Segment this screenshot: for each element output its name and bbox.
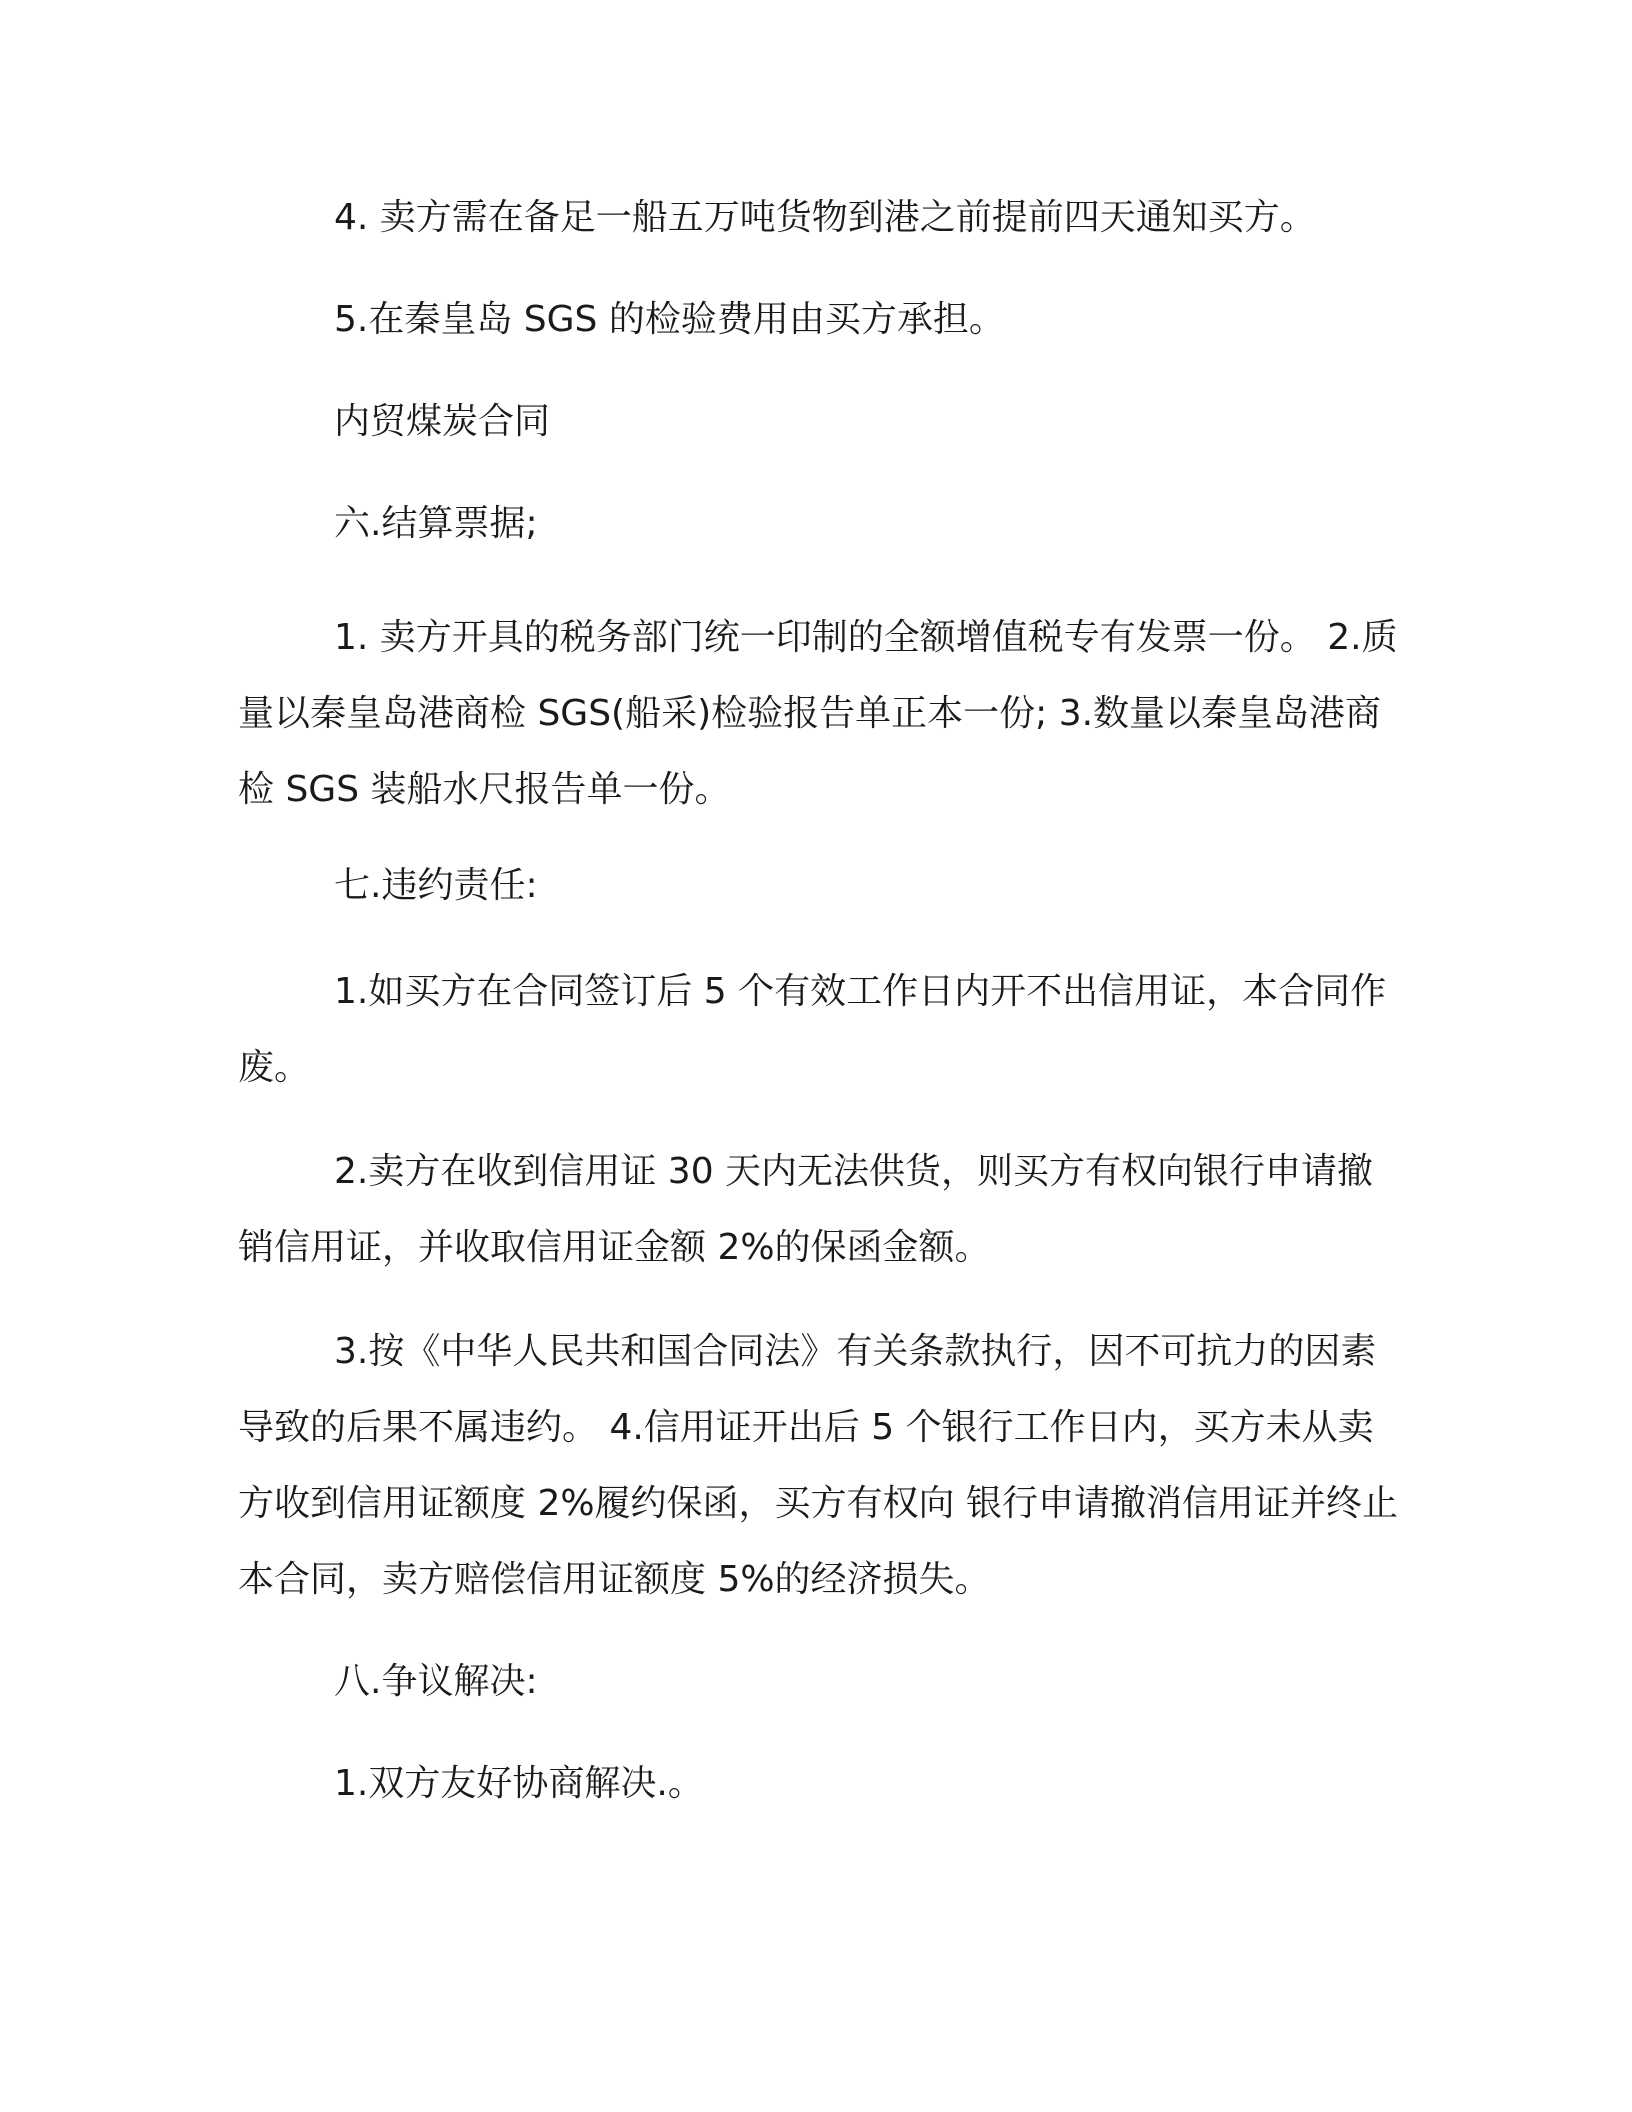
section-heading-settlement: 六.结算票据; xyxy=(334,503,538,544)
section-heading-liability: 七.违约责任: xyxy=(334,865,538,906)
paragraph-liability-3-4: 3.按《中华人民共和国合同法》有关条款执行，因不可抗力的因素导致的后果不属违约。 4.信用证开出后 5 个银行工作日内，买方未从卖方收到信用证额度 2%履约保函，买方有权向 银行申请撤消信用证并终止本合同，卖方赔偿信用证额度 5%的经济损失。 xyxy=(238,1331,1398,1600)
paragraph-dispute-1: 1.双方友好协商解决.。 xyxy=(334,1763,704,1804)
paragraph-liability-2: 2.卖方在收到信用证 30 天内无法供货，则买方有权向银行申请撤销信用证，并收取信用证金额 2%的保函金额。 xyxy=(238,1151,1374,1268)
document-heading: 内贸煤炭合同 xyxy=(334,401,551,442)
paragraph-liability-1: 1.如买方在合同签订后 5 个有效工作日内开不出信用证，本合同作废。 xyxy=(238,971,1387,1088)
paragraph-clause-5: 5.在秦皇岛 SGS 的检验费用由买方承担。 xyxy=(334,299,1005,340)
paragraph-clause-4: 4. 卖方需在备足一船五万吨货物到港之前提前四天通知买方。 xyxy=(334,197,1316,238)
paragraph-settlement-items: 1. 卖方开具的税务部门统一印制的全额增值税专有发票一份。 2.质量以秦皇岛港商检 SGS(船采)检验报告单正本一份; 3.数量以秦皇岛港商检 SGS 装船水尺报告单一份。 xyxy=(238,617,1398,810)
section-heading-dispute: 八.争议解决: xyxy=(334,1661,538,1702)
